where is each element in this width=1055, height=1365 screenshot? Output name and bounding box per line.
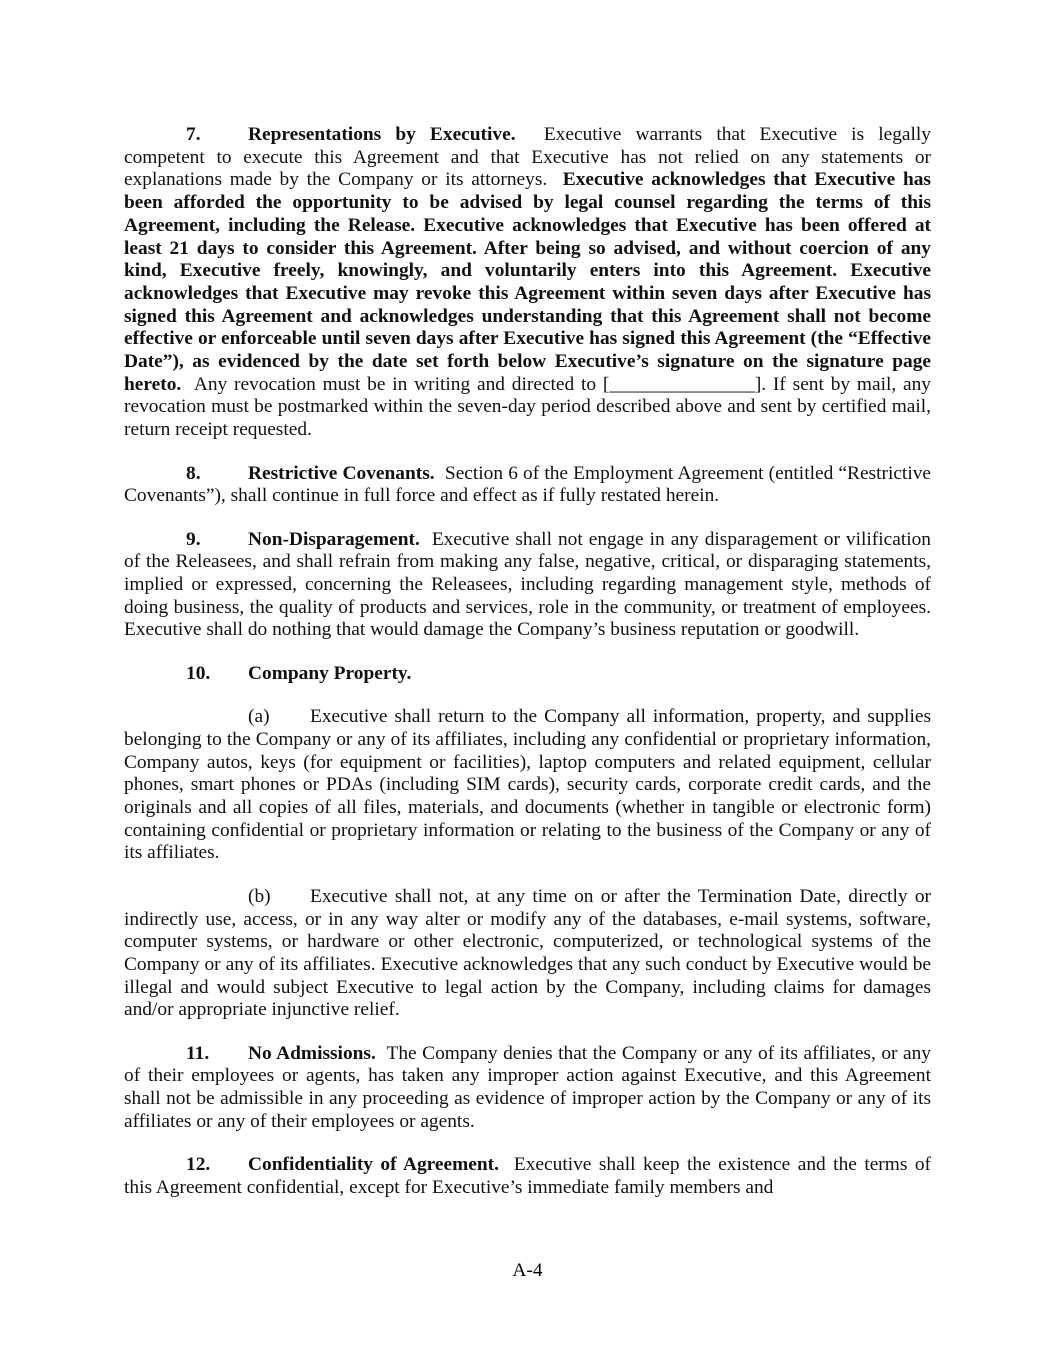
- document-page: [124, 124, 931, 1220]
- section-8-number: 8.: [186, 462, 201, 484]
- section-12-heading: Confidentiality of Agreement.: [248, 1154, 499, 1176]
- section-7-text-1: Executive warrants that Executive is legally competent to execute this Agreement and that Executive has not relied on any statements or explanations made by the Company or its attorneys.: [124, 124, 931, 191]
- page-number: A-4: [512, 1260, 543, 1281]
- section-11: [124, 1043, 931, 1134]
- section-7-bold-text: Executive acknowledges that Executive has been afforded the opportunity to be advised by legal counsel regarding the terms of this Agreement, including the Release. Executive acknowledges that Executive has been offered at least 21 days to consider this Agreement. After being so advised, and without coercion of any kind, Executive freely, knowingly, and voluntarily enters into this Agreement. Executive acknowledges that Executive may revoke this Agreement within seven days after Executive has signed this Agreement and acknowledges understanding that this Agreement shall not become effective or enforceable until seven days after Executive has signed this Agreement (the “Effective Date”), as evidenced by the date set forth below Executive’s signature on the signature page hereto.: [124, 169, 931, 395]
- section-10: [124, 663, 931, 686]
- section-10-number: 10.: [186, 662, 211, 684]
- section-11-heading: No Admissions.: [248, 1042, 376, 1064]
- section-12-text: Executive shall keep the existence and the terms of this Agreement confidential, except for Executive’s immediate family members and: [124, 1154, 932, 1198]
- section-8-text: Section 6 of the Employment Agreement (entitled “Restrictive Covenants”), shall continue in full force and effect as if fully restated herein.: [124, 462, 932, 507]
- section-10-heading: Company Property.: [248, 662, 412, 684]
- section-7-number: 7.: [186, 124, 201, 145]
- section-9-text: Executive shall not engage in any disparagement or vilification of the Releasees, and shall refrain from making any false, negative, critical, or disparaging statements, implied or expressed, concerning the Releasees, including regarding management style, methods of doing business, the quality of products and services, role in the community, or treatment of employees. Executive shall do nothing that would damage the Company’s business reputation or goodwill.: [124, 528, 931, 641]
- section-7-heading: Representations by Executive.: [248, 124, 516, 145]
- section-12-number: 12.: [186, 1154, 211, 1176]
- section-10a: [124, 706, 931, 865]
- section-11-text: The Company denies that the Company or any of its affiliates, or any of their employees or agents, has taken any improper action against Executive, and this Agreement shall not be admissible in any proceeding as evidence of improper action by the Company or any of its affiliates or any of their employees or agents.: [124, 1042, 931, 1132]
- section-8: [124, 463, 931, 508]
- section-7-text-2: Any revocation must be in writing and directed to [_______________]. If sent by mail, any revocation must be postmarked within the seven-day period described above and sent by certified mail, return receipt requested.: [124, 373, 932, 441]
- section-9-number: 9.: [186, 528, 201, 550]
- section-10a-text: Executive shall return to the Company all information, property, and supplies belonging to the Company or any of its affiliates, including any confidential or proprietary information, Company autos, keys (for equipment or facilities), laptop computers and related equipment, cellular phones, smart phones or PDAs (including SIM cards), security cards, corporate credit cards, and the originals and all copies of all files, materials, and documents (whether in tangible or electronic form) containing confidential or proprietary information or relating to the business of the Company or any of its affiliates.: [124, 706, 931, 864]
- section-12: [124, 1154, 931, 1199]
- section-10b: [124, 886, 931, 1022]
- section-9: [124, 529, 931, 643]
- section-9-heading: Non-Disparagement.: [248, 528, 420, 550]
- section-8-heading: Restrictive Covenants.: [248, 462, 435, 484]
- section-10b-label: (b): [248, 885, 271, 907]
- section-7: [124, 124, 931, 442]
- section-11-number: 11.: [186, 1042, 210, 1064]
- section-10b-text: Executive shall not, at any time on or after the Termination Date, directly or indirectly use, access, or in any way alter or modify any of the databases, e-mail systems, software, computer systems, or hardware or other electronic, computerized, or technological systems of the Company or any of its affiliates. Executive acknowledges that any such conduct by Executive would be illegal and would subject Executive to legal action by the Company, including claims for damages and/or appropriate injunctive relief.: [124, 885, 931, 1021]
- section-10a-label: (a): [248, 706, 270, 728]
